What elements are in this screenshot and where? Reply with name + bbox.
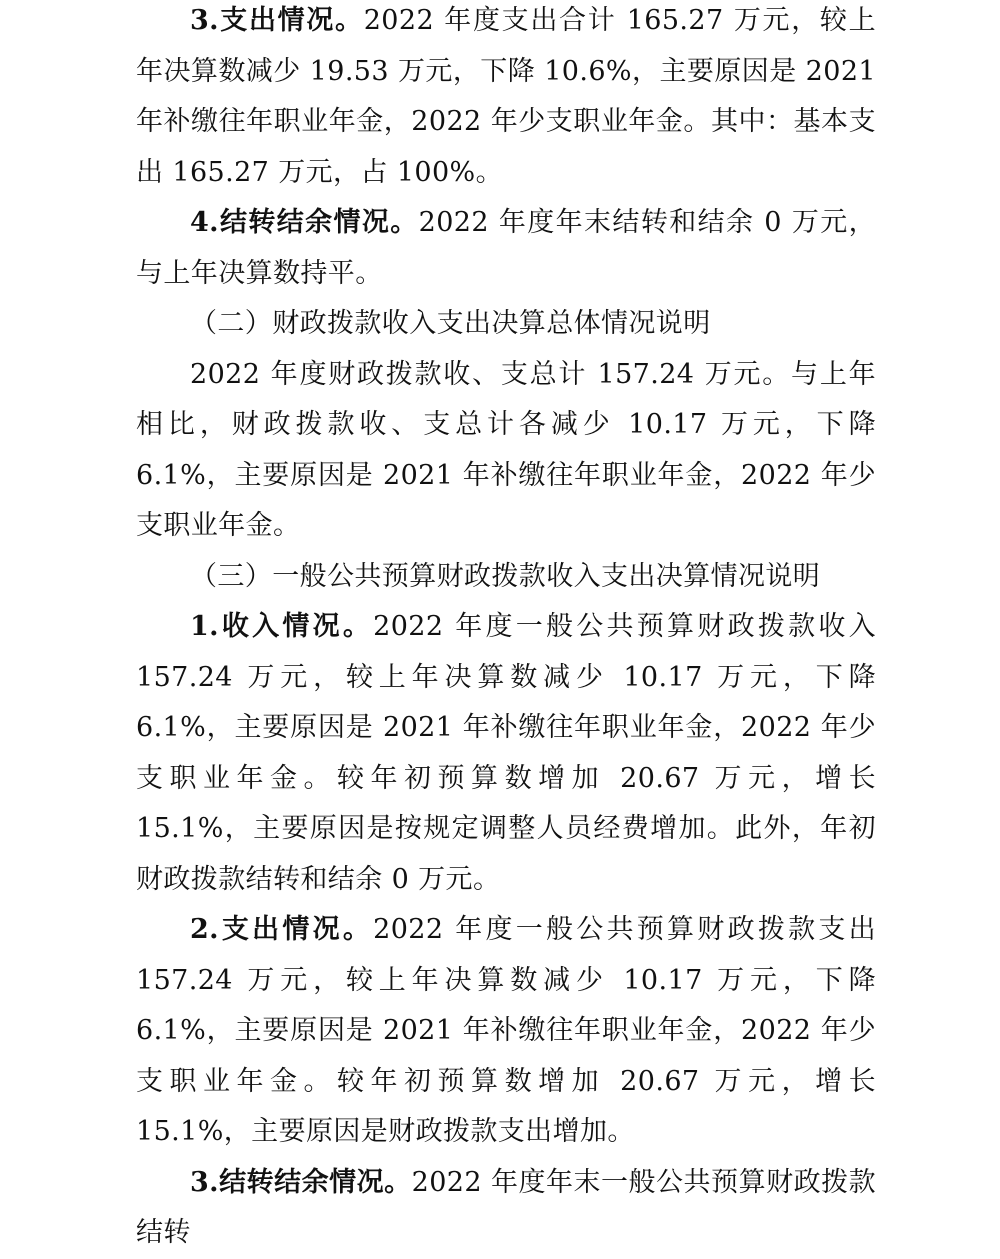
paragraph-text: 2022 年度财政拨款收、支总计 157.24 万元。与上年相比，财政拨款收、支总计各减少 10.17 万元，下降 6.1%，主要原因是 2021 年补缴往年职业年金，2022 年少支职业年金。 [136,358,876,541]
paragraph-lead: 3.结转结余情况。 [190,1166,412,1198]
paragraph-lead: 3.支出情况。 [190,5,364,36]
document-page [136,0,876,1259]
section-heading-3: （三）一般公共预算财政拨款收入支出决算情况说明 [190,560,821,592]
paragraph-text: 2022 年度年末一般公共预算财政拨款结转 [136,1166,876,1248]
section-heading-2: （二）财政拨款收入支出决算总体情况说明 [190,308,711,339]
paragraph-expenditure [136,0,876,198]
paragraph-general-carryover [136,1158,876,1259]
paragraph-lead: 1.收入情况。 [190,611,374,642]
paragraph-fiscal-total [136,350,876,552]
paragraph-text: 2022 年度一般公共预算财政拨款收入 157.24 万元，较上年决算数减少 10.17 万元，下降 6.1%，主要原因是 2021 年补缴往年职业年金，2022 年少支职业年金。较年初预算数增加 20.67 万元，增长 15.1%，主要原因是按规定调整人员经费增加。此外，年初财政拨款结转和结余 0 万元。 [136,611,876,895]
paragraph-text: 2022 年度支出合计 165.27 万元，较上年决算数减少 19.53 万元，下降 10.6%，主要原因是 2021 年补缴往年职业年金，2022 年少支职业年金。其中：基本支出 165.27 万元，占 100%。 [136,5,876,188]
paragraph-text: 2022 年度年末结转和结余 0 万元，与上年决算数持平。 [136,207,877,289]
paragraph-lead: 4.结转结余情况。 [190,207,419,238]
paragraph-text: 2022 年度一般公共预算财政拨款支出 157.24 万元，较上年决算数减少 10.17 万元，下降 6.1%，主要原因是 2021 年补缴往年职业年金，2022 年少支职业年金。较年初预算数增加 20.67 万元，增长 15.1%，主要原因是财政拨款支出增加。 [136,914,876,1147]
paragraph-carryover [136,198,876,299]
paragraph-income [136,602,876,905]
paragraph-lead: 2.支出情况。 [190,914,374,945]
paragraph-general-expenditure [136,905,876,1158]
